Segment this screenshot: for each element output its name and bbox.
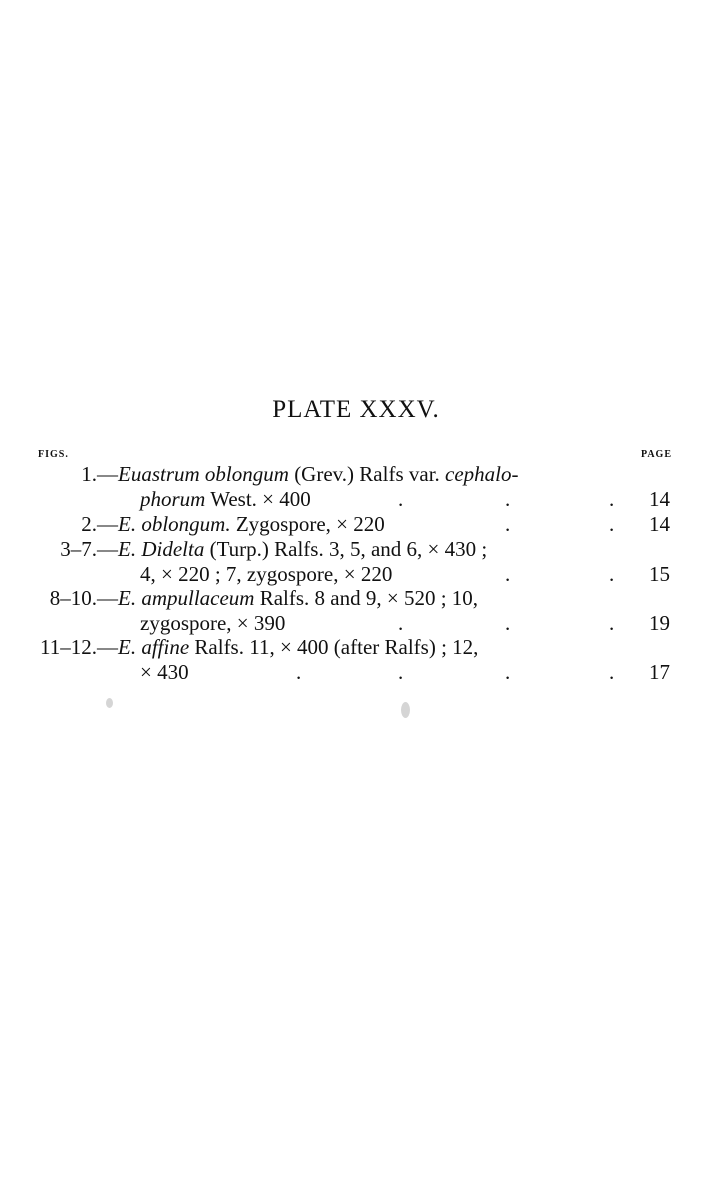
- description: Ralfs. 11, × 400 (after Ralfs) ; 12,: [189, 635, 479, 659]
- page-number: 19: [649, 611, 670, 635]
- dash: —: [97, 512, 118, 536]
- description-cont: West. × 400: [205, 487, 311, 511]
- plate-title: PLATE XXXV.: [272, 396, 440, 423]
- paper-smudge: [106, 698, 113, 708]
- page-number: 14: [649, 487, 670, 511]
- entry-1-line-1: [0, 462, 712, 488]
- dash: —: [97, 462, 118, 486]
- description: (Grev.) Ralfs var.: [288, 462, 446, 486]
- description-cont: zygospore, × 390: [140, 611, 286, 635]
- species-name: E. ampullaceum: [118, 586, 255, 610]
- entry-5-line-2: × 430 . . . . 17: [140, 660, 670, 684]
- dash: —: [97, 537, 118, 561]
- dash: —: [97, 586, 118, 610]
- entry-3-line-2: 4, × 220 ; 7, zygospore, × 220 . . 15: [140, 562, 670, 586]
- page-number: 14: [649, 512, 670, 536]
- page-number: 15: [649, 562, 670, 586]
- species-name: E. Didelta: [118, 537, 205, 561]
- entry-3-line-1: [0, 537, 712, 563]
- species-name: Euastrum oblongum: [118, 462, 289, 486]
- paper-smudge: [401, 702, 410, 718]
- entry-4-line-2: zygospore, × 390 . . . 19: [140, 611, 670, 635]
- description-cont: × 430: [140, 660, 189, 684]
- figure-number: 2.: [81, 512, 97, 536]
- figure-number: 1.: [81, 462, 97, 486]
- page-column-header: PAGE: [640, 449, 672, 460]
- entry-2-line-1: 2.— E. oblongum. Zygospore, × 220 . . 14: [81, 512, 670, 536]
- entry-1-line-2: phorum West. × 400 . . . 14: [140, 487, 670, 511]
- variety-name: cephalo-: [445, 462, 519, 486]
- description: (Turp.) Ralfs. 3, 5, and 6, × 430 ;: [204, 537, 488, 561]
- page-number: 17: [649, 660, 670, 684]
- description-cont: 4, × 220 ; 7, zygospore, × 220: [140, 562, 393, 586]
- figs-column-header: FIGS.: [38, 449, 69, 460]
- entry-4-line-1: [0, 586, 712, 612]
- species-name: E. affine: [118, 635, 190, 659]
- description: Zygospore, × 220: [230, 512, 385, 536]
- figure-number: 11–12.: [40, 635, 97, 659]
- figure-number: 8–10.: [49, 586, 97, 610]
- figure-number: 3–7.: [60, 537, 97, 561]
- species-name: E. oblongum.: [118, 512, 231, 536]
- dash: —: [97, 635, 118, 659]
- variety-name-cont: phorum: [140, 487, 206, 511]
- description: Ralfs. 8 and 9, × 520 ; 10,: [254, 586, 479, 610]
- entry-5-line-1: [0, 635, 712, 661]
